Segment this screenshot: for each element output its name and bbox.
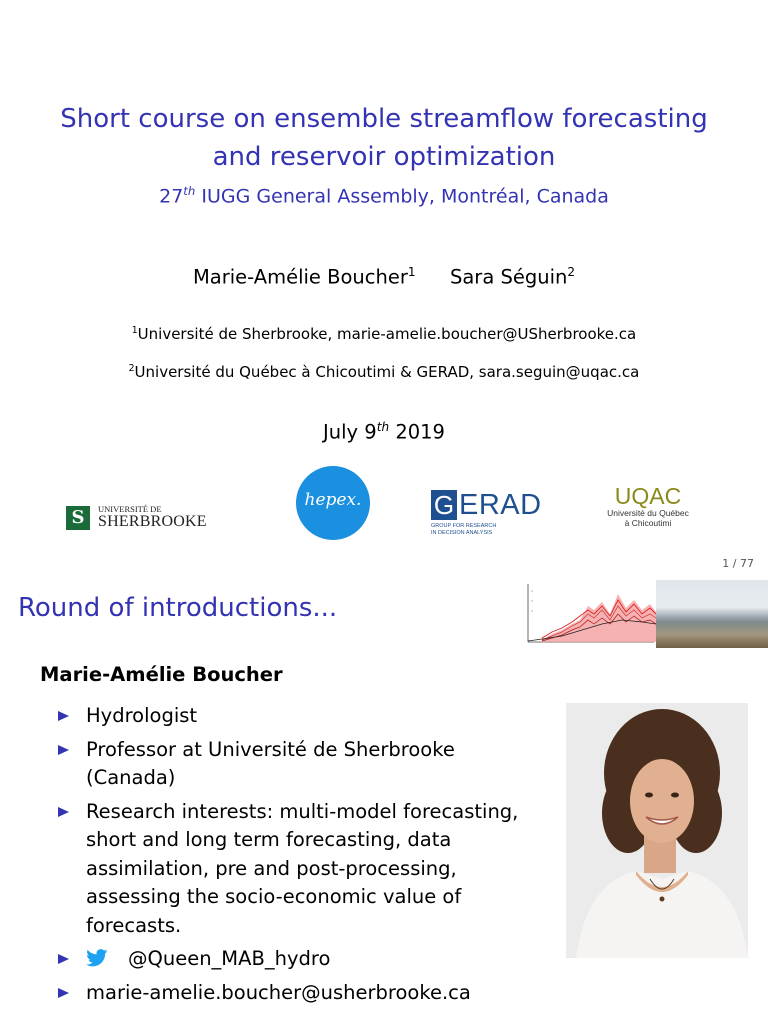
triangle-right-icon xyxy=(58,745,69,755)
slide-title-line-2: and reservoir optimization xyxy=(212,142,556,172)
presentation-date xyxy=(0,420,768,444)
triangle-right-icon xyxy=(58,954,69,964)
uqac-sub-line-1: Université du Québec xyxy=(607,508,689,518)
affiliation-2 xyxy=(0,363,768,381)
triangle-right-icon xyxy=(58,807,69,817)
gerad-logo-subtitle xyxy=(431,523,496,537)
author-name: Marie-Amélie Boucher xyxy=(192,265,408,289)
uqac-logo xyxy=(598,484,698,534)
date-year: 2019 xyxy=(389,420,445,444)
triangle-right-icon xyxy=(58,711,69,721)
hepex-logo xyxy=(296,466,370,540)
list-item xyxy=(58,798,528,941)
subtitle-ordinal-number: 27 xyxy=(159,185,184,208)
sherbrooke-logo-line-1: UNIVERSITÉ DE xyxy=(98,504,162,514)
affiliation-text: Université de Sherbrooke, marie-amelie.boucher@USherbrooke.ca xyxy=(137,325,637,343)
twitter-bird-icon[interactable] xyxy=(86,949,108,967)
affiliation-1 xyxy=(0,325,768,343)
list-item xyxy=(58,702,528,731)
uqac-logo-name: UQAC xyxy=(614,483,682,509)
gerad-logo-text: ERAD xyxy=(459,489,542,521)
reservoir-photo-image xyxy=(656,580,768,648)
affiliation-text: Université du Québec à Chicoutimi & GERAD, sara.seguin@uqac.ca xyxy=(134,363,640,381)
bullet-list xyxy=(58,702,528,1012)
affiliation-mark: 1 xyxy=(131,325,138,336)
author-name: Sara Séguin xyxy=(449,265,568,289)
introductions-slide xyxy=(0,576,768,1024)
page-number: 1 / 77 xyxy=(722,557,754,570)
sherbrooke-mark-icon: S xyxy=(66,506,90,530)
bullet-text: Professor at Université de Sherbrooke (Canada) xyxy=(86,737,455,789)
email-link[interactable]: marie-amelie.boucher@usherbrooke.ca xyxy=(86,980,471,1004)
sherbrooke-logo-line-2: SHERBROOKE xyxy=(98,513,207,530)
slide-title: Round of introductions... xyxy=(18,593,338,623)
list-item xyxy=(58,945,528,974)
gerad-sub-line-1: GROUP FOR RESEARCH xyxy=(431,523,497,529)
subtitle-ordinal-suffix: th xyxy=(183,184,196,198)
uqac-sub-line-2: à Chicoutimi xyxy=(624,518,672,528)
ensemble-forecast-chart-image xyxy=(522,580,656,648)
affiliation-mark: 2 xyxy=(128,363,135,374)
authors-line xyxy=(0,265,768,289)
hepex-logo-text: hepex. xyxy=(304,490,362,510)
gerad-logo-g: G xyxy=(431,490,457,520)
slide-title-line-1: Short course on ensemble streamflow forecasting xyxy=(60,104,708,134)
portrait-illustration xyxy=(566,703,748,958)
bullet-text: Hydrologist xyxy=(86,704,198,727)
triangle-right-icon xyxy=(58,988,69,998)
gerad-sub-line-2: IN DECISION ANALYSIS xyxy=(431,530,493,536)
sherbrooke-logo xyxy=(66,504,226,532)
slide-subtitle xyxy=(0,184,768,207)
person-name: Marie-Amélie Boucher xyxy=(40,663,283,686)
date-month-day: July 9 xyxy=(323,420,377,444)
subtitle-text: IUGG General Assembly, Montréal, Canada xyxy=(195,185,609,208)
bullet-text: Research interests: multi-model forecasting, short and long term forecasting, data assimilation, pre and post-processing, assessing the socio-economic value of forecasts. xyxy=(86,799,519,937)
author-mark: 2 xyxy=(567,265,576,279)
gerad-logo xyxy=(431,490,541,542)
header-images xyxy=(522,580,768,648)
list-item xyxy=(58,736,528,793)
author-mark: 1 xyxy=(407,265,416,279)
date-suffix: th xyxy=(376,420,390,434)
portrait-photo xyxy=(566,703,748,958)
list-item xyxy=(58,979,528,1008)
twitter-handle-link[interactable]: @Queen_MAB_hydro xyxy=(128,947,331,970)
